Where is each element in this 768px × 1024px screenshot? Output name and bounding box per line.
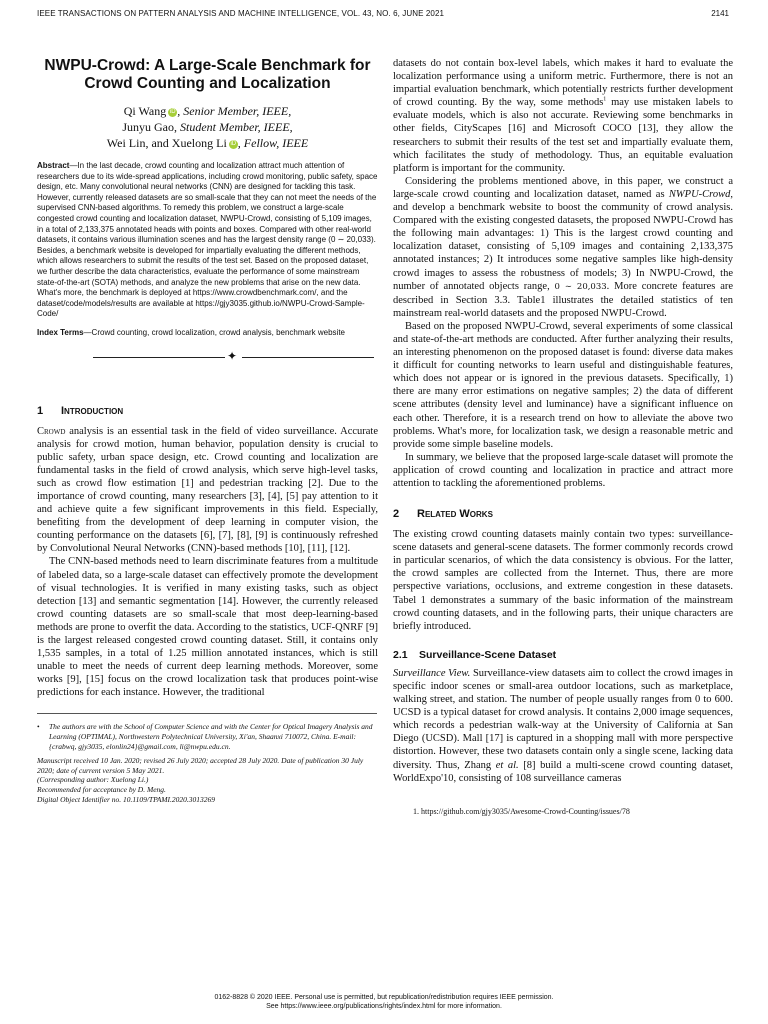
title-line-2: Crowd Counting and Localization xyxy=(84,75,331,92)
paragraph: In summary, we believe that the proposed large-scale dataset will promote the application of crowd counting and localization in practice and attract more attention to tackling the aforementioned problems. xyxy=(393,451,733,489)
surveillance-body xyxy=(393,667,733,785)
author-footnotes xyxy=(37,722,378,804)
copyright-notice xyxy=(0,994,768,1011)
index-terms-text: —Crowd counting, crowd localization, crowd analysis, benchmark website xyxy=(83,327,345,337)
subsection-number: 2.1 xyxy=(393,648,408,661)
section-number: 1 xyxy=(37,404,44,417)
paragraph: The CNN-based methods need to learn discriminate features from a multitude of labeled data, so a large-scale dataset can effectively promote the development of visual technologies. It is verified in many existing tasks, such as object detection [13] and semantic segmentation [14]. However, the currently released crowd counting datasets are so small-scale that most deep-learning-based methods are prone to overfit the data. According to the statistics, UCF-QNRF [9] is the largest released congested crowd counting dataset. Still, it contains only 1,535 samples, in a total of 1.25 million annotated instances, which is still unable to meet the needs of current deep learning methods. Moreover, some works [9], [15] focus on the crowd localization task that produces point-wise predictions for each instance. However, the traditional xyxy=(37,556,378,699)
received-note: Manuscript received 10 Jan. 2020; revised 26 July 2020; accepted 28 July 2020. Date of publication 30 July 2020; date of current version 5 May 2021. xyxy=(37,755,364,775)
abstract xyxy=(37,161,378,320)
section-2-heading xyxy=(393,508,733,520)
index-terms-label: Index Terms xyxy=(37,327,84,337)
paragraph xyxy=(393,175,733,320)
paragraph xyxy=(393,667,733,785)
paragraph xyxy=(393,57,733,175)
related-works-body xyxy=(393,528,733,633)
paragraph xyxy=(37,425,378,556)
subsection-title: Surveillance-Scene Dataset xyxy=(419,648,557,661)
title-line-1: NWPU-Crowd: A Large-Scale Benchmark for xyxy=(44,57,371,74)
author-1-role: , Senior Member, IEEE, xyxy=(177,104,292,118)
corresponding-note: (Corresponding author: Xuelong Li.) xyxy=(37,775,149,785)
text: Considering the problems mentioned above, in this paper, we construct a large-scale crowd counting and localization dataset, named as xyxy=(393,175,733,200)
footnote-1: 1. https://github.com/gjy3035/Awesome-Crowd-Counting/issues/78 xyxy=(413,806,630,816)
abstract-label: Abstract xyxy=(37,161,70,170)
footnote-rule xyxy=(37,713,377,714)
affiliation-text: The authors are with the School of Computer Science and with the Center for Optical Imagery Analysis and Learning (OPTIMAL), Northwestern Polytechnical University, Xi'an, Shaanxi 710072, China. E-mail: {crabwq, gjy3035, elonlin24}@gmail.com, li@nwpu.edu.cn. xyxy=(49,722,373,752)
section-title: Related Works xyxy=(417,508,493,521)
author-1: Qi Wang xyxy=(123,104,167,118)
paragraph-lead: Surveillance View. xyxy=(393,667,471,679)
orcid-icon: iD xyxy=(169,109,176,115)
abstract-text: —In the last decade, crowd counting and localization attract much attention of researchers due to its wide-spread applications, including crowd monitoring, public safety, space design, etc. Many convolutional neural networks (CNN) are designed for tackling this task. However, currently released datasets are so small-scale that they can not meet the needs of the supervised CNN-based algorithms. To remedy this problem, we construct a large-scale congested crowd counting and localization dataset, NWPU-Crowd, consisting of 5,109 images, in a total of 2,133,375 annotated heads with points and boxes. Compared with other real-world datasets, it contains various illumination scenes and has the largest density range (0 ∼ 20,033). Besides, a benchmark website is developed for impartially evaluating the different methods, which allows researchers to submit the results of the test set. Based on the proposed dataset, we further describe the data characteristics, evaluate the performance of some mainstream state-of-the-art (SOTA) methods, and analyze the new problems that arise on the new data. What's more, the benchmark is deployed at https://www.crowdbenchmark.com/, and the dataset/code/models/results are available at https://gjy3035.github.io/NWPU-Crowd-Sample-Code/ xyxy=(37,161,378,319)
left-column xyxy=(37,57,378,805)
right-column xyxy=(393,57,733,817)
dataset-name: NWPU-Crowd xyxy=(668,188,731,200)
right-body xyxy=(393,57,733,490)
footnote-marker: 1 xyxy=(603,96,607,103)
author-3-role: , Fellow, IEEE xyxy=(237,136,309,150)
paper-title xyxy=(37,57,378,93)
author-2: Junyu Gao, xyxy=(122,120,181,134)
text: , and develop a benchmark website to boost the community of crowd analysis. Compared with the existing congested datasets, the proposed NWPU-Crowd has the following main advantages: 1) This is the largest crowd counting and localization dataset, consisting of 5,109 images and containing 2,133,375 annotated instances; 2) It introduces some negative samples like high-density crowd images to assess the robustness of models; 3) In NWPU-Crowd, the number of annotated objects range, xyxy=(393,188,733,292)
section-number: 2 xyxy=(393,508,400,521)
section-title: Introduction xyxy=(61,404,124,417)
orcid-icon: iD xyxy=(230,141,237,147)
affiliation-note xyxy=(37,722,378,751)
text: may use mistaken labels to evaluate models, which is also not accurate. Reviewing some benchmarks in other fields, CityScapes [16] and Microsoft COCO [13], they allow the researchers to submit their results of the test set and impartially evaluate them, which facilitates the study of methodology. Thus, an equitable evaluation platform is important for the community. xyxy=(393,97,733,174)
density-range: 0 ∼ 20,033 xyxy=(554,281,607,292)
section-2-1-heading xyxy=(393,649,733,661)
doi-note: Digital Object Identifier no. 10.1109/TPAMI.2020.3013269 xyxy=(37,795,216,805)
copyright-line-2: See https://www.ieee.org/publications/rights/index.html for more information. xyxy=(266,1002,502,1010)
copyright-line-1: 0162-8828 © 2020 IEEE. Personal use is permitted, but republication/redistribution requires IEEE permission. xyxy=(214,994,554,1001)
et-al: et al. xyxy=(495,759,519,771)
introduction-body xyxy=(37,425,378,700)
drop-lead: Crowd xyxy=(37,425,66,437)
page-number: 2141 xyxy=(711,9,729,18)
recommended-note: Recommended for acceptance by D. Meng. xyxy=(37,785,166,795)
text: [8] build a multi-scene crowd counting dataset, WorldExpo'10, consisting of 108 surveillance cameras xyxy=(393,759,734,784)
section-1-heading xyxy=(37,405,378,417)
text: . More concrete features are described in Section 3.3. Table1 illustrates the detailed statistics of ten mainstream real-world datasets and the proposed NWPU-Crowd. xyxy=(393,280,734,319)
paragraph: Based on the proposed NWPU-Crowd, several experiments of some classical and state-of-the-art methods are conducted. After further analyzing their results, an interesting phenomenon on the proposed dataset is found: diverse data makes it difficult for counting networks to learn useful and distinguishable features, which does not appear or is ignored in the previous datasets. Specifically, 1) there are many error estimations on negative samples; 2) the data of different scene attributes (density level and luminance) have a significant influence on each other. Therefore, it is a research trend on how to alleviate the above two problems. What's more, for localization task, we design a reasonable metric and provide some simple baseline models. xyxy=(393,320,733,450)
bullet: • xyxy=(37,722,40,732)
divider-diamond-icon: ✦ xyxy=(227,348,238,363)
paragraph: The existing crowd counting datasets mainly contain two types: surveillance-scene datasets and general-scene datasets. The former commonly records crowd in particular scenarios, of which the data consistency is obvious. For the latter, the crowd samples are collected from the Internet. Thus, there are more perspective variations, occlusions, and extreme congestion in these datasets. Tabel 1 demonstrates a summary of the basic information of the mainstream crowd counting datasets, and in the following parts, their unique characters are briefly introduced. xyxy=(393,529,733,632)
section-divider xyxy=(37,348,378,363)
text: datasets do not contain box-level labels, which makes it hard to evaluate the localization performance using a uniform metric. Furthermore, there is not an impartial evaluation benchmark, which potentially restricts further development of crowd counting. By the way, some methods xyxy=(393,58,733,109)
author-2-role: Student Member, IEEE, xyxy=(180,120,293,134)
index-terms xyxy=(37,328,378,339)
paragraph-text: analysis is an essential task in the field of video surveillance. Accurate analysis for crowd motion, human behavior, population density is crucial to public safety, urban space design, etc. Crowd counting and localization are fundamental tasks in the field of crowd analysis, which serve high-level tasks, such as crowd flow estimation [1] and pedestrian tracking [2]. Due to the importance of crowd counting, many researchers [3], [4], [5] pay attention to it and achieve quite a few significant improvements in this field. Especially, benefiting from the development of deep learning in computer vision, the counting performance on the datasets [6], [7], [8], [9] is continuously refreshed by Convolutional Neural Networks (CNN)-based methods [10], [11], [12]. xyxy=(37,425,378,555)
journal-header: IEEE TRANSACTIONS ON PATTERN ANALYSIS AND MACHINE INTELLIGENCE, VOL. 43, NO. 6, JUNE 2021 xyxy=(37,9,445,18)
text: Surveillance-view datasets aim to collect the crowd images in specific indoor scenes or small-area outdoor locations, such as marketplace, walking street, and station. The number of people usually ranges from 0 to 600. UCSD is a typical dataset for crowd analysis. It contains 2,000 image sequences, which records a pedestrian walk-way at the University of California at San Diego (UCSD). Mall [17] is captured in a shopping mall with more perspective distortion. However, these two datasets contain only a single scene, lacking data diversity. Thus, Zhang xyxy=(393,667,734,771)
author-list xyxy=(37,103,378,151)
author-3: Wei Lin, and Xuelong Li xyxy=(106,136,227,150)
